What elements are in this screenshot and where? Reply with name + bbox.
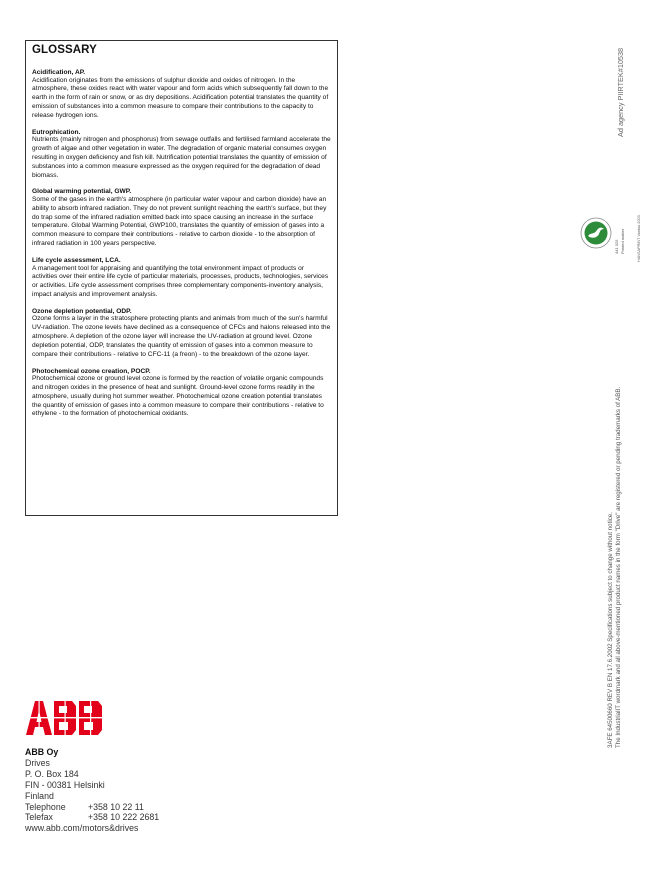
contact-block [25,747,159,834]
glossary-entry [32,368,331,420]
legal-line-2: The IndustrialIT wordmark and all above-mentioned product names in the form "Drive" are registered or pending trademarks of ABB. [615,386,622,748]
division: Drives [25,757,50,768]
po-box: P. O. Box 184 [25,768,79,779]
entry-text: Some of the gases in the earth's atmosphere (in particular water vapour and carbon dioxide) have an ability to absorb infrared radiation. They do not prevent sunlight reaching the earth's surface, but they do trap some of the infrared radiation emitted back into space causing an increase in the surface temperature. Global Warming Potential, GWP100, translates the quantity of emission of gases into a common measure to compare their contributions - relative to carbon dioxide - to the absorption of infrared radiation in 100 years perspective. [32,195,327,248]
swan-numbers: 441 025 [614,239,619,254]
swan-label [614,229,626,254]
country: Finland [25,790,54,801]
entry-term: Life cycle assessment, LCA. [32,257,121,264]
city: FIN - 00381 Helsinki [25,779,105,790]
telefax-row [25,812,159,823]
nordic-swan-ecolabel-icon [580,217,612,249]
glossary-entry [32,308,331,360]
entry-term: Ozone depletion potential, ODP. [32,307,132,315]
company-name: ABB Oy [25,747,59,757]
glossary-entry [32,188,331,249]
entry-text: A management tool for appraising and quantifying the total environment impact of products or activities over their entire life cycle of particular materials, processes, products, technologies, services or activities. Life cycle assessment comprises three complementary components-inventory analysis, impact analysis and improvement analysis. [32,264,329,299]
entry-term: Global warming potential, GWP. [32,188,132,196]
entry-term: Eutrophication. [32,128,81,136]
glossary-entry [32,257,331,300]
glossary-entry [32,69,331,121]
entry-term: Acidification, AP. [32,69,86,76]
telephone-row [25,802,159,813]
telephone-value: +358 10 22 11 [88,801,144,812]
entry-text: Acidification originates from the emissions of sulphur dioxide and oxides of nitrogen. In the atmosphere, these oxides react with water vapour and form acids which subsequently fall down to the earth in the form of rain or snow, or as dry depositions. Acidification potential translates the quantity of emission of substances into a common measure to compare their contributions to the capacity to release hydrogen ions. [32,76,329,119]
website-link[interactable]: www.abb.com/motors&drives [25,823,139,834]
telephone-label: Telephone [25,801,66,812]
abb-logo [26,701,104,735]
entry-text: Photochemical ozone or ground level ozone is formed by the reaction of volatile organic compounds and nitrogen oxides in the presence of heat and sunlight. Ground-level ozone forms readily in the atmosphere, usually during hot summer weather. Photochemical ozone creation potential translates the quantity of emission of gases into a common measure to compare their contributions - relative to ethylene - to the formation of photochemical oxidants. [32,375,324,418]
entry-text: Nutrients (mainly nitrogen and phosphorus) from sewage outfalls and fertilised farmland accelerate the growth of algae and other vegetation in water. The degradation of organic material consumes oxygen resulting in oxygen deficiency and fish kill. Nutrification potential translates the quantity of emission of substances into a common measure expressed as the oxygen required for the degradation of dead biomass. [32,136,331,179]
legal-line-1: 3AFE 64500660 REV B EN 17.6.2002 Specifications subject to change without notice. [607,512,614,748]
telefax-label: Telefax [25,812,53,823]
entry-term: Photochemical ozone creation, POCP. [32,367,151,375]
swan-caption: Printed matter [620,228,625,254]
legal-notice [607,387,623,748]
ad-agency-code: Ad agency PIIRTEK#10538 [616,47,625,137]
telefax-value: +358 10 222 2681 [88,812,160,823]
glossary-entry [32,129,331,181]
print-code: HANSAPRINT Vantaa 2003 [637,215,641,262]
glossary-box [25,40,338,516]
glossary-title: GLOSSARY [32,44,97,56]
entry-text: Ozone forms a layer in the stratosphere protecting plants and animals from much of the sun's harmful UV-radiation. The ozone levels have declined as a consequence of CFCs and halons released into the atmosphere. A depletion of the ozone layer will increase the UV-radiation at ground level. Ozone depletion potential, ODP, translates the quantity of emission of gases into a common measure to compare their contributions - relative to CFC-11 (a freon) - to the breakdown of the ozone layer. [32,315,331,358]
